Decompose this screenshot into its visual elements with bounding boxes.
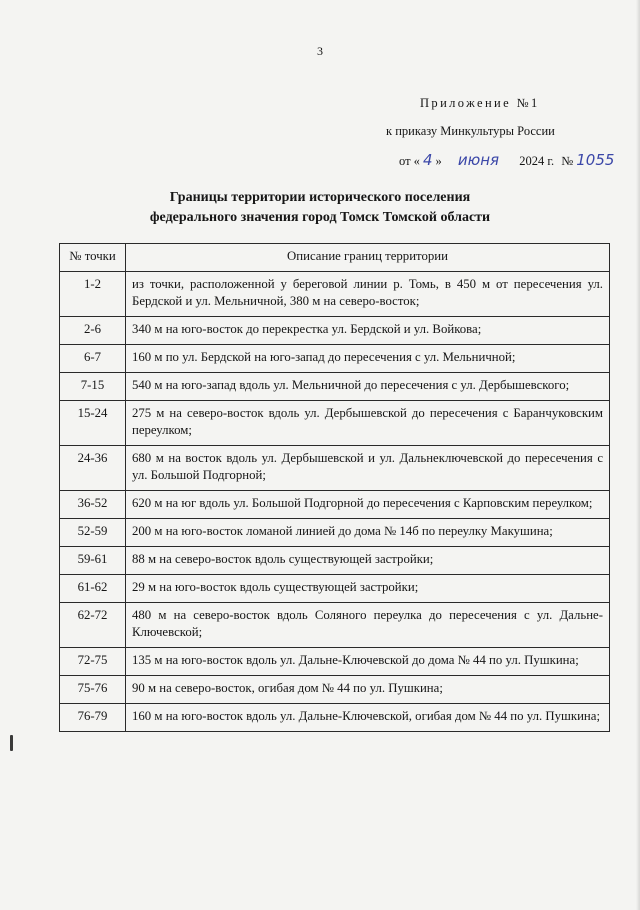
scan-edge	[636, 0, 640, 910]
point-range: 61-62	[60, 575, 126, 603]
date-prefix: от «	[399, 154, 420, 168]
header-point-number: № точки	[60, 244, 126, 272]
document-title	[0, 188, 640, 228]
table-row	[60, 704, 610, 732]
table-row	[60, 603, 610, 648]
table-row	[60, 317, 610, 345]
boundary-description: 160 м по ул. Бердской на юго-запад до пересечения с ул. Мельничной;	[126, 345, 610, 373]
page-number: 3	[317, 44, 323, 58]
date-year: 2024 г.	[519, 154, 555, 168]
number-prefix: №	[561, 154, 574, 168]
boundary-description: 88 м на северо-восток вдоль существующей застройки;	[126, 547, 610, 575]
boundary-description: 680 м на восток вдоль ул. Дербышевской и ул. Дальнеключевской до пересечения с ул. Большой Подгорной;	[126, 446, 610, 491]
table-row	[60, 373, 610, 401]
table-row	[60, 272, 610, 317]
boundary-description: 340 м на юго-восток до перекрестка ул. Бердской и ул. Войкова;	[126, 317, 610, 345]
appendix-title: Приложение №1	[420, 96, 540, 110]
appendix-date-line	[399, 151, 629, 169]
point-range: 59-61	[60, 547, 126, 575]
table-row	[60, 446, 610, 491]
boundary-description: из точки, расположенной у береговой линии р. Томь, в 450 м от пересечения ул. Бердской и ул. Мельничной, 380 м на северо-восток;	[126, 272, 610, 317]
handwritten-order-number: 1055	[576, 151, 615, 169]
handwritten-day: 4	[422, 151, 433, 169]
table-row	[60, 345, 610, 373]
table-header-row	[60, 244, 610, 272]
date-quote-close: »	[435, 154, 442, 168]
point-range: 1-2	[60, 272, 126, 317]
table-row	[60, 648, 610, 676]
point-range: 6-7	[60, 345, 126, 373]
boundary-description: 90 м на северо-восток, огибая дом № 44 по ул. Пушкина;	[126, 676, 610, 704]
boundary-description: 200 м на юго-восток ломаной линией до дома № 14б по переулку Макушина;	[126, 519, 610, 547]
point-range: 76-79	[60, 704, 126, 732]
table-row	[60, 676, 610, 704]
table-row	[60, 401, 610, 446]
point-range: 2-6	[60, 317, 126, 345]
handwritten-month: июня	[457, 151, 500, 169]
boundary-description: 540 м на юго-запад вдоль ул. Мельничной до пересечения с ул. Дербышевского;	[126, 373, 610, 401]
boundary-description: 29 м на юго-восток вдоль существующей застройки;	[126, 575, 610, 603]
table-row	[60, 547, 610, 575]
point-range: 15-24	[60, 401, 126, 446]
point-range: 52-59	[60, 519, 126, 547]
point-range: 24-36	[60, 446, 126, 491]
boundary-description: 160 м на юго-восток вдоль ул. Дальне-Ключевской, огибая дом № 44 по ул. Пушкина;	[126, 704, 610, 732]
table-row	[60, 519, 610, 547]
boundary-description: 480 м на северо-восток вдоль Соляного переулка до пересечения с ул. Дальне-Ключевской;	[126, 603, 610, 648]
point-range: 75-76	[60, 676, 126, 704]
header-description: Описание границ территории	[126, 244, 610, 272]
point-range: 7-15	[60, 373, 126, 401]
scan-mark	[10, 735, 13, 751]
boundary-description: 620 м на юг вдоль ул. Большой Подгорной до пересечения с Карповским переулком;	[126, 491, 610, 519]
boundaries-table	[59, 243, 610, 732]
boundary-description: 135 м на юго-восток вдоль ул. Дальне-Ключевской до дома № 44 по ул. Пушкина;	[126, 648, 610, 676]
point-range: 72-75	[60, 648, 126, 676]
point-range: 36-52	[60, 491, 126, 519]
appendix-order-reference: к приказу Минкультуры России	[386, 124, 555, 138]
title-line-1: Границы территории исторического поселения	[169, 190, 471, 205]
boundary-description: 275 м на северо-восток вдоль ул. Дербышевской до пересечения с Баранчуковским переулком;	[126, 401, 610, 446]
point-range: 62-72	[60, 603, 126, 648]
title-line-2: федерального значения город Томск Томской области	[149, 210, 491, 225]
table-row	[60, 491, 610, 519]
table-row	[60, 575, 610, 603]
